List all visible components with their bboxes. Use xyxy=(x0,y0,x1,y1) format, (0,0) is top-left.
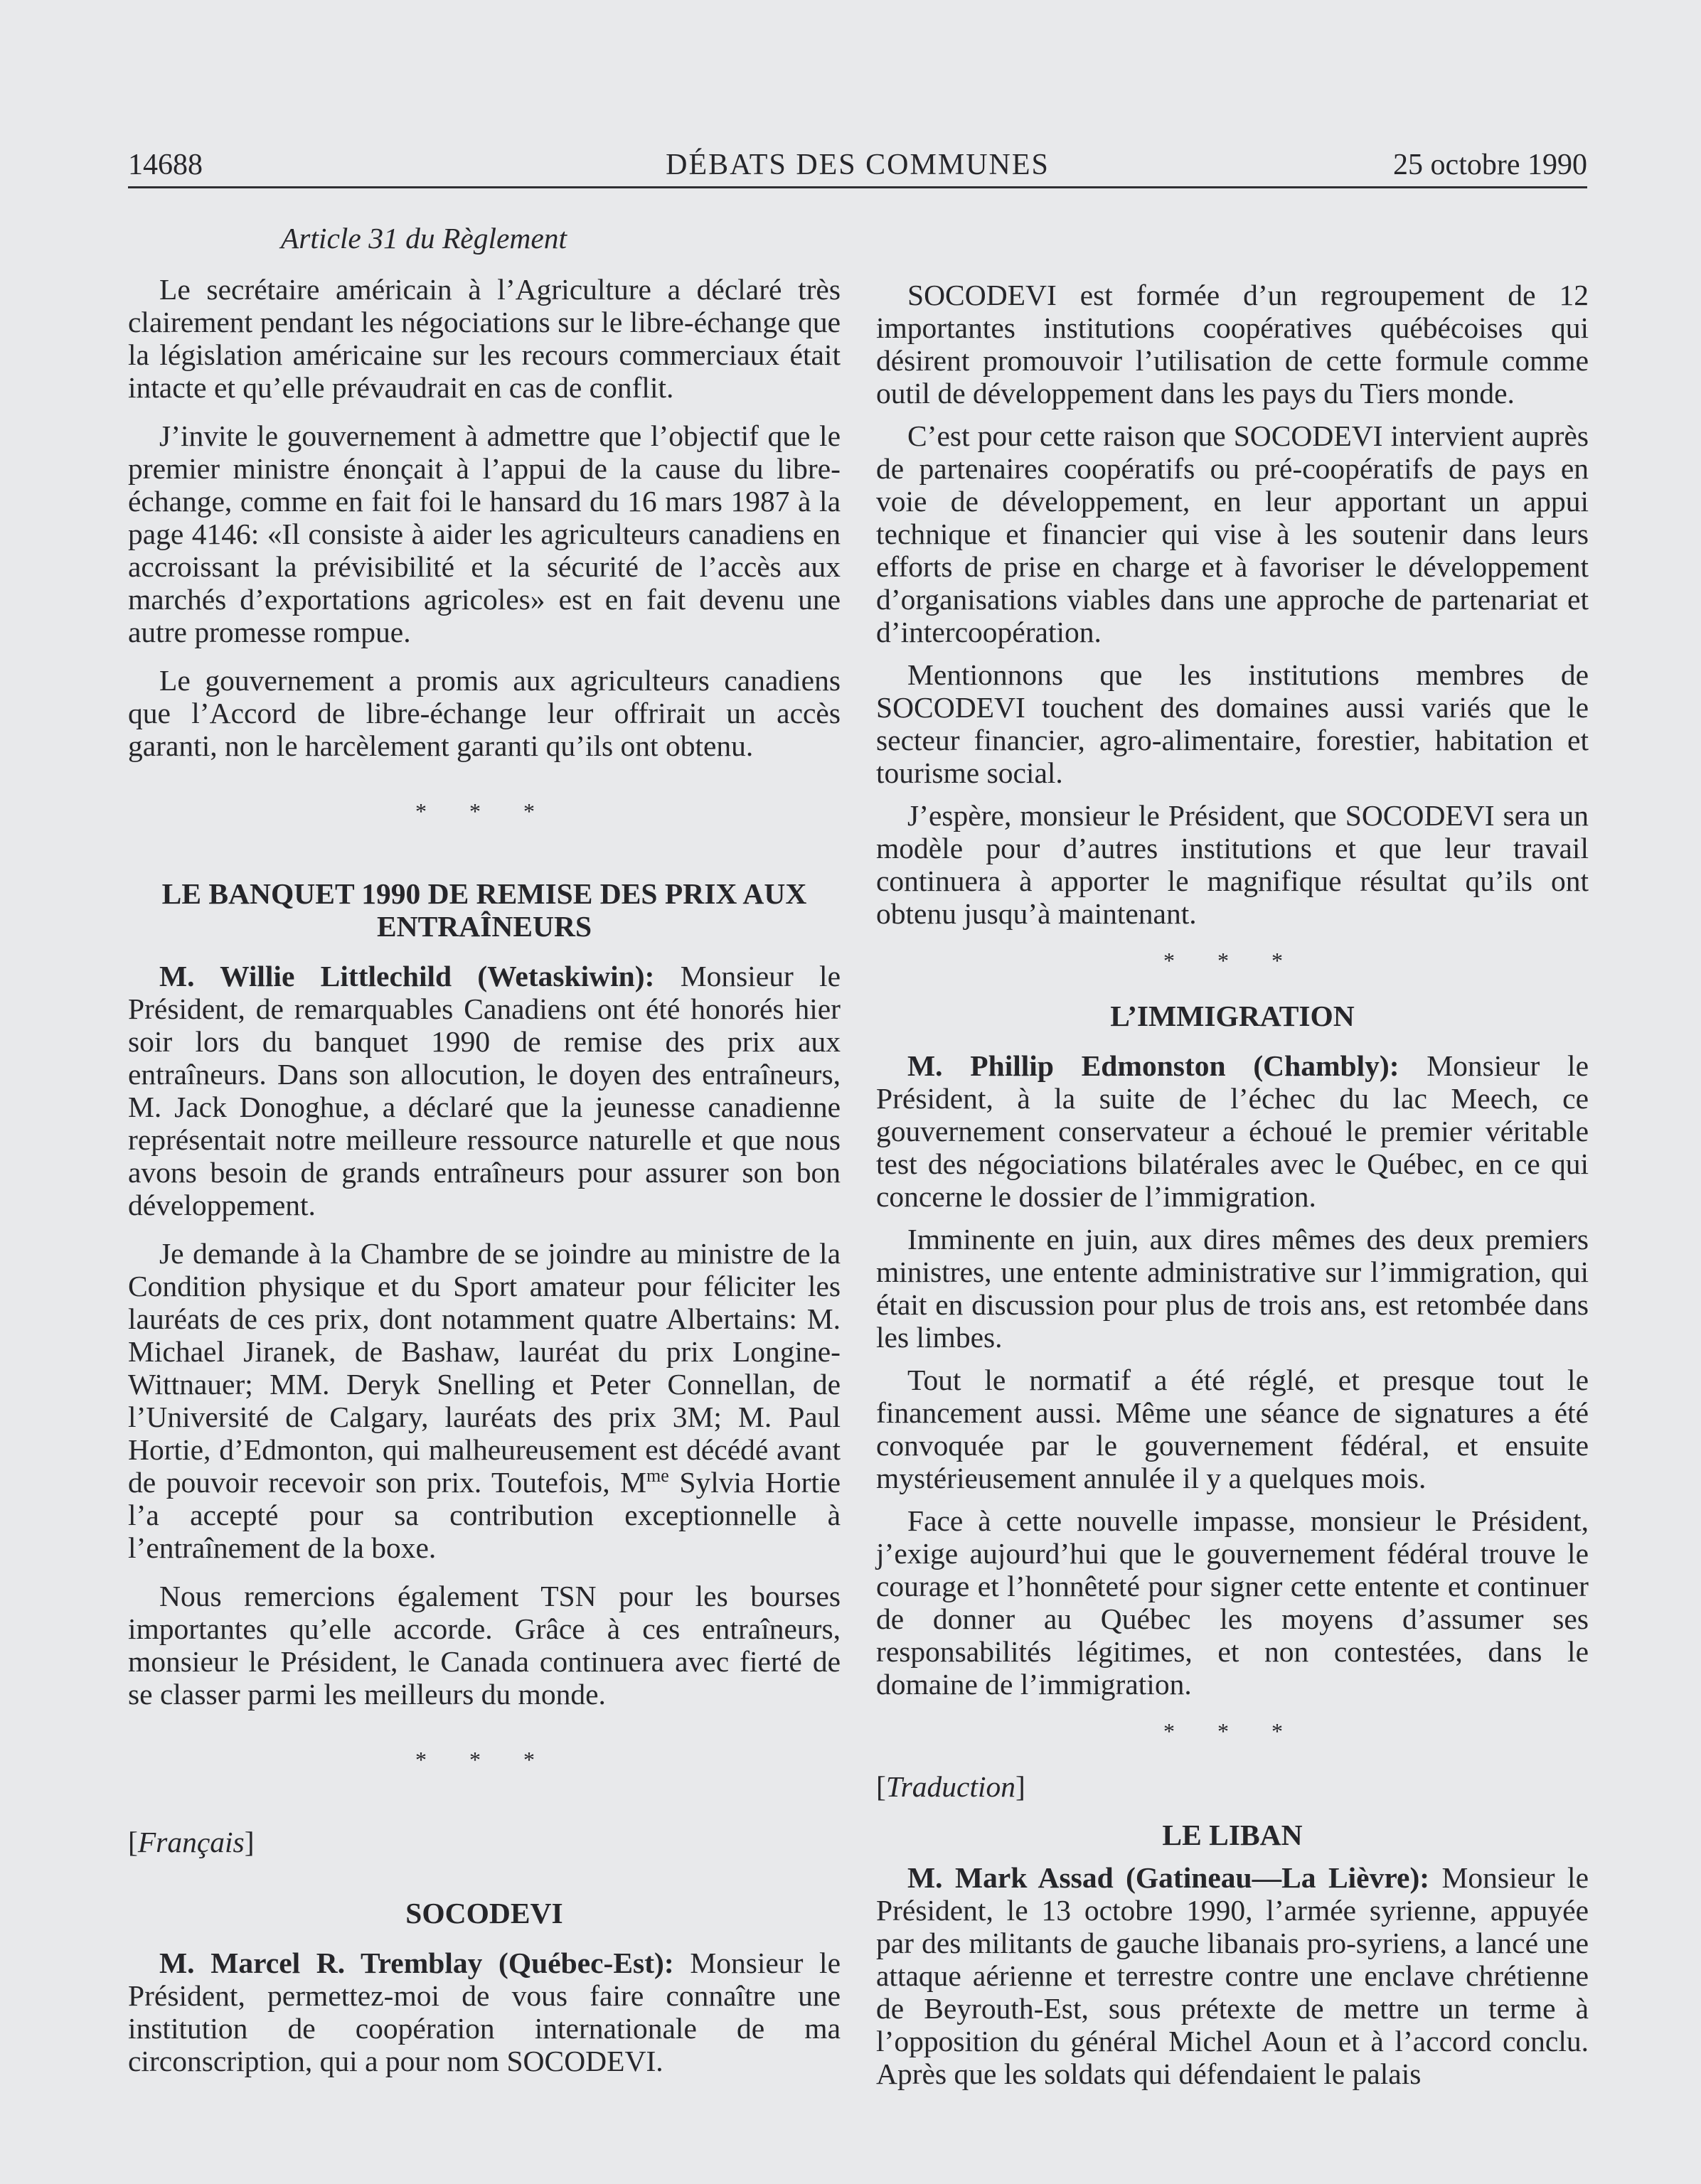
speech-text: Monsieur le Président, le 13 octobre 1990, l’armée syrienne, appuyée par des militants de gauche libanais pro-syriens, a lancé une attaque aérienne et terrestre contre une enclave chrétienne de Beyrouth-Est, sous prétexte de mettre un terme à l’opposition du général Michel Aoun et à l’accord conclu. Après que les soldats qui défendaient le palais xyxy=(876,1861,1589,2090)
section-separator: * * * xyxy=(415,798,553,824)
section-heading: LE BANQUET 1990 DE REMISE DES PRIX AUX ENTRAÎNEURS xyxy=(161,877,807,943)
section-separator: * * * xyxy=(1163,1718,1301,1744)
page-number: 14688 xyxy=(128,149,203,181)
paragraph: Imminente en juin, aux dires mêmes des deux premiers ministres, une entente administrative sur l’immigration, qui était en discussion pour plus de trois ans, est retombée dans les limbes. xyxy=(876,1223,1589,1354)
speech-text: Monsieur le Président, permettez-moi de vous faire connaître une institution de coopération internationale de ma circonscription, qui a pour nom SOCODEVI. xyxy=(128,1947,841,2077)
section-separator: * * * xyxy=(415,1747,553,1772)
section-heading: LE LIBAN xyxy=(1162,1819,1303,1851)
section-heading: L’IMMIGRATION xyxy=(1110,1000,1355,1032)
speech-text: Monsieur le Président, de remarquables Canadiens ont été honorés hier soir lors du banquet 1990 de remise des prix aux entraîneurs. Dans son allocution, le doyen des entraîneurs, M. Jack Donoghue, a déclaré que la jeunesse canadienne représentait notre meilleure ressource naturelle et que nous avons besoin de grands entraîneurs pour assurer son bon développement. xyxy=(128,960,841,1221)
section-heading: SOCODEVI xyxy=(405,1897,563,1929)
paragraph xyxy=(876,1049,1589,1213)
paragraph xyxy=(128,1947,841,2077)
paragraph: J’espère, monsieur le Président, que SOCODEVI sera un modèle pour d’autres institutions et que leur travail continuera à apporter le magnifique résultat qu’ils ont obtenu jusqu’à maintenant. xyxy=(876,799,1589,930)
language-note: [Traduction] xyxy=(876,1770,1025,1803)
paragraph: J’invite le gouvernement à admettre que l’objectif que le premier ministre énonçait à l’appui de la cause du libre-échange, comme en fait foi le hansard du 16 mars 1987 à la page 4146: «Il consiste à aider les agriculteurs canadiens en accroissant la prévisibilité et la sécurité de l’accès aux marchés d’exportations agricoles» est en fait devenu une autre promesse rompue. xyxy=(128,419,841,648)
speaker-name: M. Willie Littlechild (Wetaskiwin): xyxy=(159,960,655,992)
paragraph xyxy=(876,1861,1589,2090)
section-separator: * * * xyxy=(1163,948,1301,973)
publication-title: DÉBATS DES COMMUNES xyxy=(666,149,1050,181)
speaker-name: M. Marcel R. Tremblay (Québec-Est): xyxy=(159,1947,674,1979)
speech-text: Monsieur le Président, à la suite de l’échec du lac Meech, ce gouvernement conservateur a échoué le premier véritable test des négociations bilatérales avec le Québec, en ce qui concerne le dossier de l’immigration. xyxy=(876,1049,1589,1213)
language-label: Français xyxy=(137,1826,245,1858)
paragraph: Le gouvernement a promis aux agriculteurs canadiens que l’Accord de libre-échange leur offrirait un accès garanti, non le harcèlement garanti qu’ils ont obtenu. xyxy=(128,664,841,762)
paragraph: SOCODEVI est formée d’un regroupement de 12 importantes institutions coopératives québécoises qui désirent promouvoir l’utilisation de cette formule comme outil de développement dans les pays du Tiers monde. xyxy=(876,279,1589,410)
paragraph: Nous remercions également TSN pour les bourses importantes qu’elle accorde. Grâce à ces entraîneurs, monsieur le Président, le Canada continuera avec fierté de se classer parmi les meilleurs du monde. xyxy=(128,1580,841,1711)
language-note: [Français] xyxy=(128,1826,255,1858)
section-rubric: Article 31 du Règlement xyxy=(280,222,567,255)
speech-text: Je demande à la Chambre de se joindre au ministre de la Condition physique et du Sport amateur pour féliciter les lauréats de ces prix, dont notamment quatre Albertains: M. Michael Jiranek, de Bashaw, lauréat du prix Longine-Wittnauer; MM. Deryk Snelling et Peter Connellan, de l’Université de Calgary, lauréats des prix 3M; M. Paul Hortie, d’Edmonton, qui malheureusement est décédé avant de pouvoir recevoir son prix. Toutefois, M xyxy=(128,1237,841,1499)
speech-text: Sylvia Hortie l’a accepté pour sa contribution exceptionnelle à l’entraînement de la boxe. xyxy=(128,1466,841,1564)
paragraph: Le secrétaire américain à l’Agriculture a déclaré très clairement pendant les négociations sur le libre-échange que la législation américaine sur les recours commerciaux était intacte et qu’elle prévaudrait en cas de conflit. xyxy=(128,273,841,404)
right-column xyxy=(876,279,1589,2100)
publication-date: 25 octobre 1990 xyxy=(1393,149,1587,181)
superscript: me xyxy=(646,1465,669,1487)
left-column xyxy=(128,222,841,2093)
speaker-name: M. Phillip Edmonston (Chambly): xyxy=(907,1049,1399,1082)
paragraph: C’est pour cette raison que SOCODEVI intervient auprès de partenaires coopératifs ou pré-coopératifs de pays en voie de développement, en leur apportant un appui technique et financier qui vise à les soutenir dans leurs efforts de prise en charge et à favoriser le développement d’organisations viables dans une approche de partenariat et d’intercoopération. xyxy=(876,419,1589,648)
paragraph: Face à cette nouvelle impasse, monsieur le Président, j’exige aujourd’hui que le gouvernement fédéral trouve le courage et l’honnêteté pour signer cette entente et continuer de donner au Québec les moyens d’assumer ses responsabilités légitimes, et non contestées, dans le domaine de l’immigration. xyxy=(876,1504,1589,1701)
running-header xyxy=(128,146,1587,188)
paragraph xyxy=(128,960,841,1221)
paragraph: Mentionnons que les institutions membres de SOCODEVI touchent des domaines aussi variés que le secteur financier, agro-alimentaire, forestier, habitation et tourisme social. xyxy=(876,658,1589,789)
speaker-name: M. Mark Assad (Gatineau—La Lièvre): xyxy=(907,1861,1430,1894)
paragraph xyxy=(128,1237,841,1564)
paragraph: Tout le normatif a été réglé, et presque tout le financement aussi. Même une séance de signatures a été convoquée par le gouvernement fédéral, et ensuite mystérieusement annulée il y a quelques mois. xyxy=(876,1364,1589,1494)
language-label: Traduction xyxy=(885,1770,1015,1803)
